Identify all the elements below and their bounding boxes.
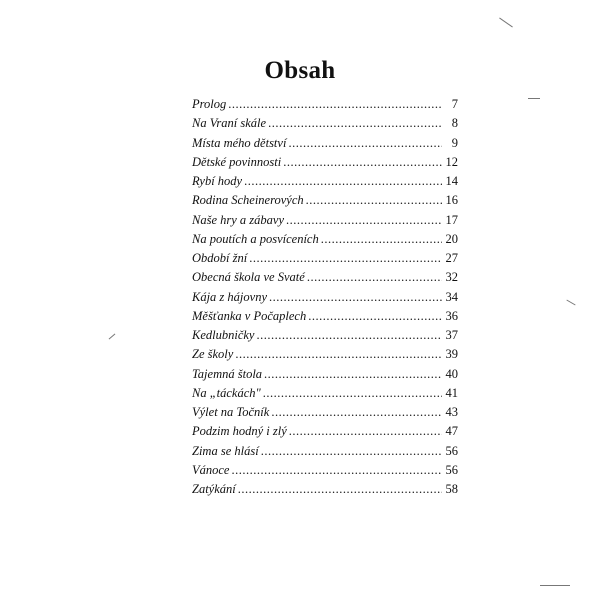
toc-entry-page: 12 — [445, 154, 458, 169]
leader-dots — [306, 191, 442, 210]
toc-entry-label: Ze školy — [192, 347, 234, 362]
toc-entry-page: 14 — [445, 174, 458, 188]
toc-entry-label: Na Vraní skále — [192, 116, 267, 131]
toc-entry-page: 56 — [445, 462, 458, 477]
toc-entry-label: Tajemná štola — [192, 366, 263, 381]
scan-speck — [540, 585, 570, 586]
leader-dots — [256, 326, 442, 345]
leader-dots — [307, 268, 442, 287]
toc-entry-page: 9 — [451, 135, 458, 150]
toc-entry-label: Rybí hody — [192, 174, 243, 188]
toc-entry-label: Zima se hlásí — [192, 443, 259, 458]
toc-entry-label: Kedlubničky — [192, 328, 255, 342]
leader-dots — [271, 403, 442, 422]
toc-entry — [192, 172, 458, 191]
toc-entry-page: 47 — [445, 424, 458, 439]
toc-entry — [192, 95, 458, 114]
toc-entry-page: 43 — [445, 405, 458, 419]
toc-entry-page: 36 — [445, 308, 458, 323]
leader-dots — [261, 442, 442, 461]
toc-entry-label: Obecná škola ve Svaté — [192, 270, 305, 285]
toc-entry — [192, 288, 458, 307]
leader-dots — [308, 307, 442, 326]
toc-entry-label: Prolog — [192, 97, 227, 111]
leader-dots — [249, 249, 442, 268]
scan-speck — [566, 300, 575, 306]
leader-dots — [268, 114, 442, 133]
leader-dots — [269, 288, 442, 307]
toc-entry — [192, 134, 458, 153]
page-title: Obsah — [264, 57, 336, 84]
toc-entry-page: 20 — [445, 231, 458, 246]
leader-dots — [263, 384, 442, 403]
toc-entry-label: Vánoce — [192, 462, 230, 477]
scan-speck — [109, 334, 116, 340]
toc-entry — [192, 384, 458, 403]
toc-entry-page: 17 — [445, 212, 458, 227]
toc-entry — [192, 442, 458, 461]
toc-entry-label: Na poutích a posvíceních — [192, 231, 319, 246]
toc-entry-label: Na „táckách" — [192, 385, 261, 400]
toc-entry-page: 41 — [445, 385, 458, 400]
toc-entry — [192, 191, 458, 210]
leader-dots — [238, 480, 442, 499]
toc-entry-label: Výlet na Točník — [192, 405, 270, 419]
toc-entry — [192, 403, 458, 422]
leader-dots — [244, 172, 442, 191]
toc-entry — [192, 268, 458, 287]
toc-entry — [192, 422, 458, 441]
toc-entry-label: Místa mého dětství — [192, 135, 287, 150]
scan-speck — [499, 18, 513, 28]
leader-dots — [283, 153, 442, 172]
toc-entry-label: Podzim hodný i zlý — [192, 424, 287, 439]
toc-entry-page: 32 — [445, 270, 458, 285]
toc-entry — [192, 230, 458, 249]
leader-dots — [264, 365, 442, 384]
toc-entry-page: 34 — [445, 289, 458, 304]
toc-entry — [192, 153, 458, 172]
toc-entry — [192, 307, 458, 326]
toc-entry-page: 40 — [445, 366, 458, 381]
toc-entry-label: Dětské povinnosti — [192, 154, 282, 169]
toc-entry-label: Období žní — [192, 251, 248, 265]
toc-entry — [192, 345, 458, 364]
table-of-contents — [192, 95, 458, 499]
leader-dots — [228, 95, 442, 114]
toc-entry-page: 58 — [445, 482, 458, 496]
toc-entry-label: Naše hry a zábavy — [192, 212, 284, 227]
leader-dots — [288, 134, 442, 153]
toc-entry-label: Kája z hájovny — [192, 289, 267, 304]
toc-entry-page: 56 — [445, 443, 458, 458]
toc-entry-page: 39 — [445, 347, 458, 362]
toc-entry — [192, 211, 458, 230]
toc-entry-page: 16 — [445, 193, 458, 208]
toc-entry-page: 7 — [451, 97, 458, 111]
toc-entry-label: Měšťanka v Počaplech — [192, 308, 307, 323]
toc-entry-page: 8 — [451, 116, 458, 131]
leader-dots — [231, 461, 442, 480]
leader-dots — [286, 211, 442, 230]
scan-speck — [528, 98, 540, 99]
toc-entry — [192, 365, 458, 384]
toc-entry — [192, 480, 458, 499]
toc-entry-label: Zatýkání — [192, 482, 236, 496]
toc-entry-page: 37 — [445, 328, 458, 342]
toc-entry — [192, 461, 458, 480]
toc-entry — [192, 249, 458, 268]
leader-dots — [235, 345, 442, 364]
leader-dots — [321, 230, 442, 249]
toc-entry-page: 27 — [445, 251, 458, 265]
leader-dots — [289, 422, 442, 441]
toc-entry — [192, 114, 458, 133]
toc-entry — [192, 326, 458, 345]
toc-entry-label: Rodina Scheinerových — [192, 193, 304, 208]
